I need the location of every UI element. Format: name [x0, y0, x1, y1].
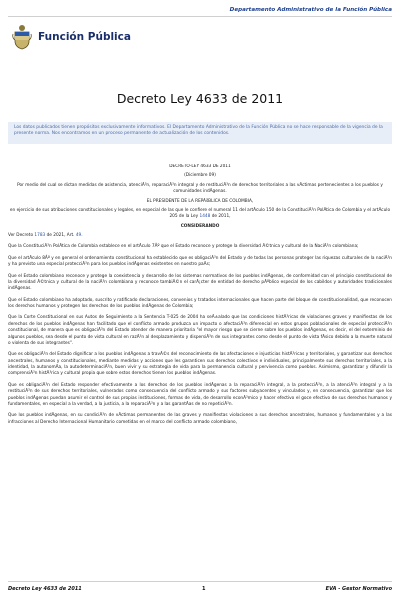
- page-title: Decreto Ley 4633 de 2011: [116, 91, 284, 106]
- paragraph: Que el Estado colombiano reconoce y protege la coexistencia y desarrollo de los sistemas normativos de los pueblos indÃgenas, de conformidad con el principio constitucional de la diversidad Ã©tnica y cultural de la naciÃ³n colombiana y reconoce tambiÃ©n el carÃ¡cter de entidad de derecho pÃºblico especial de los cabildos y autoridades tradicionales indÃgenas.: [8, 273, 392, 292]
- document-body: [8, 164, 392, 576]
- disclaimer-notice: Los datos publicados tienen propósitos exclusivamente informativos. El Departamento Administrativo de la Función Pública no se hace responsable de la vigencia de la presente norma. Nos encontramos en un proceso permanente de actualización de los contenidos.: [8, 122, 392, 144]
- funcion-publica-logo: [12, 24, 131, 50]
- see-also-label: Ver Decreto: [8, 233, 34, 238]
- paragraph: Que la ConstituciÃ³n PolÃtica de Colombia establece en el artÃculo 7Âº que el Estado reconoce y protege la diversidad Ã©tnica y cultural de la NaciÃ³n colombiana;: [8, 244, 359, 250]
- decree-number: DECRETO-LEY 4633 DE 2011: [169, 164, 231, 169]
- paragraph: Que los pueblos indÃgenas, en su condiciÃ³n de vÃctimas permanentes de las graves y manifiestas violaciones a sus derechos ancestrales, humanos y fundamentales y a las infracciones al Derecho Internacional Humanitario cometidas en el marco del conflicto armado colombiano,: [8, 413, 392, 425]
- paragraph: Que es obligaciÃ³n del Estado dignificar a los pueblos indÃgenas a travÃ©s del reconocimiento de las afectaciones e injusticias histÃ³ricas y territoriales, y garantizar sus derechos ancestrales, humanos y constitucionales, mediante medidas y acciones que les garanticen sus derechos colectivos e individuales, principalmente sus derechos territoriales, a la identidad, la autonomÃa, la autodeterminaciÃ³n, buen vivir y su estrategia de vida para la permanencia cultural y pervivencia como pueblos. Asimismo, garantizar y difundir la comprensiÃ³n histÃ³rica y cultural propia que sobre estos derechos tienen los pueblos indÃgenas.: [8, 352, 392, 377]
- decree-summary: Por medio del cual se dictan medidas de asistencia, atenciÃ³n, reparaciÃ³n integral y de restituciÃ³n de derechos territoriales a las vÃctimas pertenecientes a los pueblos y comunidades indÃgenas.: [17, 182, 383, 195]
- paragraph: Que la Corte Constitucional en sus Autos de Seguimiento a la Sentencia T-025 de 2004 ha seÃ±alado que las condiciones histÃ³ricas de violaciones graves y manifiestas de los derechos de los pueblos indÃgenas han facilitado que el conflicto armado produzca un impacto o afectaciÃ³n diferencial en estos grupos poblacionales de especial protecciÃ³n constitucional, de manera que es obligaciÃ³n del Estado atender de manera prioritaria "el mayor riesgo que se cierne sobre los pueblos indÃgenas, es decir, el del exterminio de algunos pueblos, sea desde el punto de vista cultural en razÃ³n al desplazamiento y dispersiÃ³n de sus integrantes como desde el punto de vista fÃsico debido a la muerte natural o violenta de sus integrantes".: [8, 315, 392, 346]
- legal-powers-tail: de 2011,: [211, 214, 231, 220]
- considering-heading: CONSIDERANDO: [180, 223, 220, 229]
- agency-name: Departamento Administrativo de la Función Pública: [229, 7, 392, 13]
- page-footer: [8, 581, 392, 596]
- legal-powers-text: en ejercicio de sus atribuciones constitucionales y legales, en especial de las que le confiere el numeral 11 del artÃculo 150 de la ConstituciÃ³n PolÃtica de Colombia y el artÃculo 205 de la Ley: [9, 207, 391, 220]
- colombia-coat-of-arms-icon: [12, 24, 32, 50]
- law-1448-link[interactable]: 1448: [199, 214, 211, 220]
- footer-document-name: Decreto Ley 4633 de 2011: [8, 586, 82, 592]
- paragraph: Que el artÃculo 8Âº y en general el ordenamiento constitucional ha establecido que es obligaciÃ³n del Estado y de todas las personas proteger las riquezas culturales de la naciÃ³n y ha previsto una especial protecciÃ³n para los pueblos indÃgenas existentes en nuestro paÃs;: [8, 255, 392, 268]
- logo-text: Función Pública: [38, 31, 131, 43]
- legal-powers: [8, 208, 392, 221]
- paragraph: Que es obligaciÃ³n del Estado responder efectivamente a los derechos de los pueblos indÃgenas a la reparaciÃ³n integral, a la protecciÃ³n, a la atenciÃ³n integral y a la restituciÃ³n de sus derechos territoriales, vulnerados como consecuencia del conflicto armado y sus factores subyacentes y vinculados y, en consecuencia, garantizar que los pueblos indÃgenas puedan asumir el control de sus propias instituciones, formas de vida, de desarrollo econÃ³mico y hacer efectivo el goce efectivo de sus derechos humanos y fundamentales, en especial a la verdad, a la justicia, a la reparaciÃ³n y a las garantÃas de no repeticiÃ³n.: [8, 382, 392, 407]
- president-heading: EL PRESIDENTE DE LA REPÃšBLICA DE COLOMBIA,: [146, 198, 254, 204]
- see-also-end: .: [81, 233, 83, 238]
- see-also-note: [8, 233, 392, 239]
- page-number: 1: [201, 586, 206, 592]
- page-header: [8, 4, 392, 17]
- article-49-link[interactable]: 49: [75, 233, 82, 238]
- see-also-mid: de 2021, Art.: [46, 233, 75, 238]
- paragraph: Que el Estado colombiano ha adoptado, suscrito y ratificado declaraciones, convenios y tratados internacionales que hacen parte del bloque de constitucionalidad, que reconocen los derechos humanos y protegen los derechos de los pueblos indÃgenas de Colombia;: [8, 297, 392, 309]
- decree-1783-link[interactable]: 1783: [34, 233, 46, 238]
- decree-date: (Diciembre 09): [184, 173, 216, 179]
- footer-system-name: EVA - Gestor Normativo: [325, 586, 392, 592]
